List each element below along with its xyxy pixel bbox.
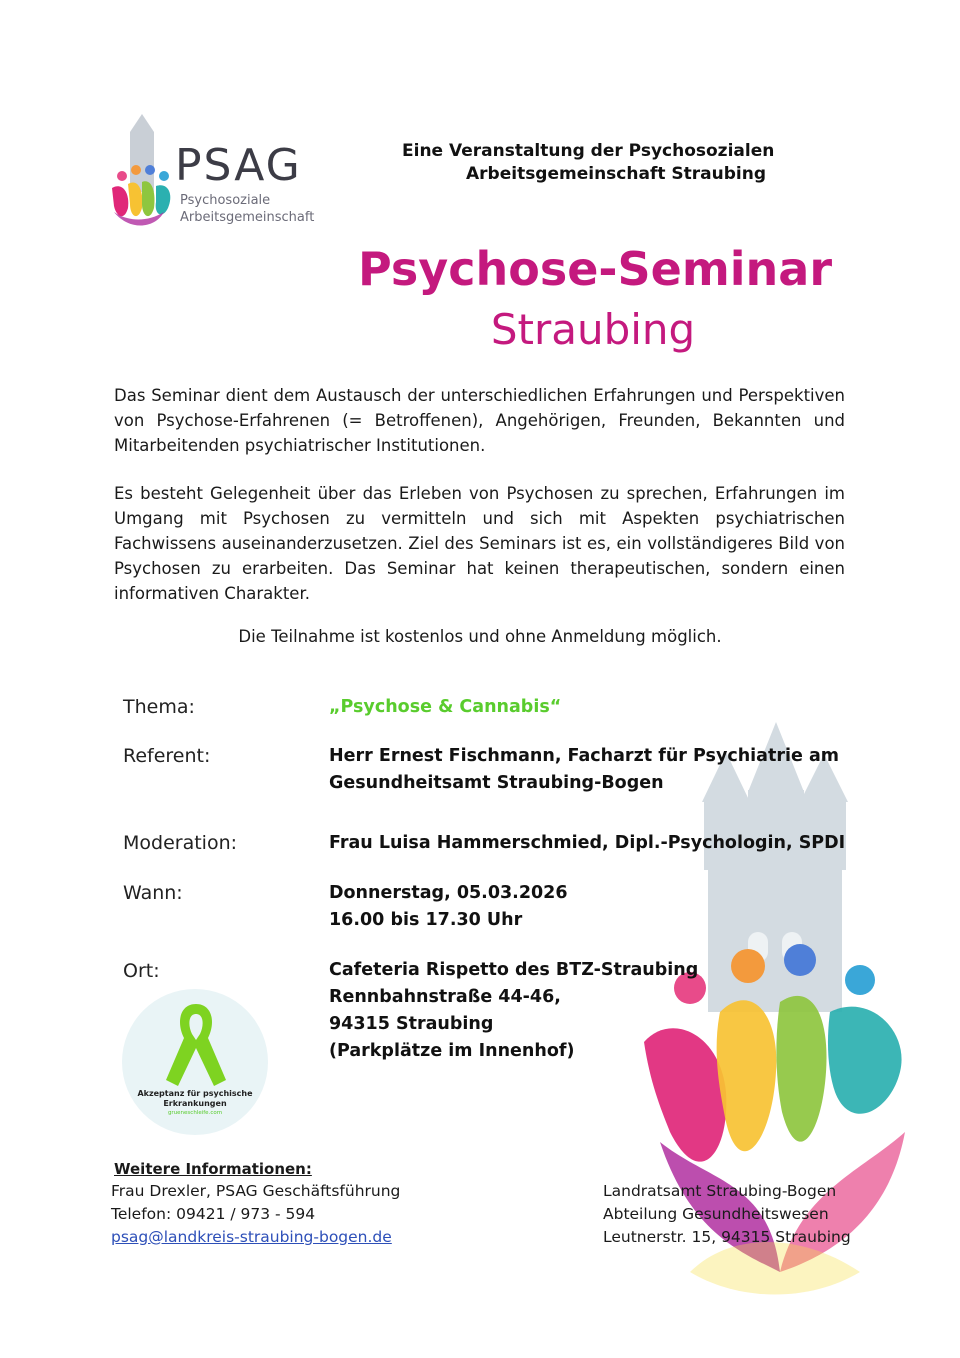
thema-label: Thema: [123,696,195,718]
logo-wordmark: PSAG [175,140,302,191]
ort-line: Rennbahnstraße 44-46, [329,987,561,1007]
ort-label: Ort: [123,960,160,982]
logo-subtitle: Psychosoziale [180,193,271,208]
ort-line: (Parkplätze im Innenhof) [329,1041,575,1061]
time-line: 16.00 bis 17.30 Uhr [329,910,523,930]
referent-line: Herr Ernest Fischmann, Facharzt für Psychiatrie am [329,746,839,766]
referent-label: Referent: [123,745,211,767]
description-paragraph: Es besteht Gelegenheit über das Erleben von Psychosen zu sprechen, Erfahrungen im Umgang mit Psychosen zu vermitteln und sich mit Aspekten psychiatrischen Fachwissens auseinanderzusetzen. Ziel des Seminars ist es, ein vollständigeres Bild von Psychosen zu erarbeiten. Das Seminar hat keinen therapeutischen, sondern einen informativen Charakter. [114,484,845,603]
page-title: Psychose-Seminar [357,242,833,296]
participation-note: Die Teilnahme ist kostenlos und ohne Anmeldung möglich. [238,627,722,646]
wann-value [329,880,568,934]
organizer-heading [402,140,782,186]
ort-line: Cafeteria Rispetto des BTZ-Straubing [329,960,699,980]
office-address [603,1180,851,1249]
office-line: Abteilung Gesundheitswesen [603,1205,829,1223]
contact-email-link[interactable]: psag@landkreis-straubing-bogen.de [111,1228,392,1246]
organizer-line: Arbeitsgemeinschaft Straubing [466,164,766,184]
ort-line: 94315 Straubing [329,1014,494,1034]
badge-text: Akzeptanz für psychische [137,1089,253,1098]
badge-url: grueneschleife.com [167,1110,223,1116]
contact-block [111,1180,400,1249]
thema-value: „Psychose & Cannabis“ [329,697,562,717]
ort-value [329,957,698,1065]
ribbon-icon [158,1000,234,1092]
referent-line: Gesundheitsamt Straubing-Bogen [329,773,664,793]
moderation-value: Frau Luisa Hammerschmied, Dipl.-Psychologin, SPDI [329,833,846,853]
more-info-heading: Weitere Informationen: [114,1160,312,1178]
referent-value [329,743,839,797]
logo-subtitle: Arbeitsgemeinschaft [180,210,315,225]
contact-name: Frau Drexler, PSAG Geschäftsführung [111,1182,401,1200]
office-line: Leutnerstr. 15, 94315 Straubing [603,1228,851,1246]
date-line: Donnerstag, 05.03.2026 [329,883,568,903]
badge-text: Erkrankungen [163,1099,227,1108]
organizer-line: Eine Veranstaltung der Psychosozialen [402,141,775,161]
contact-phone: Telefon: 09421 / 973 - 594 [111,1205,316,1223]
intro-paragraph: Das Seminar dient dem Austausch der unterschiedlichen Erfahrungen und Perspektiven von Psychose-Erfahrenen (= Betroffenen), Angehörigen, Freunden, Bekannten und Mitarbeitenden psychiatrischer Institutionen. [114,386,845,455]
wann-label: Wann: [123,882,183,904]
page-subtitle: Straubing [490,305,696,354]
office-line: Landratsamt Straubing-Bogen [603,1182,837,1200]
moderation-label: Moderation: [123,832,238,854]
